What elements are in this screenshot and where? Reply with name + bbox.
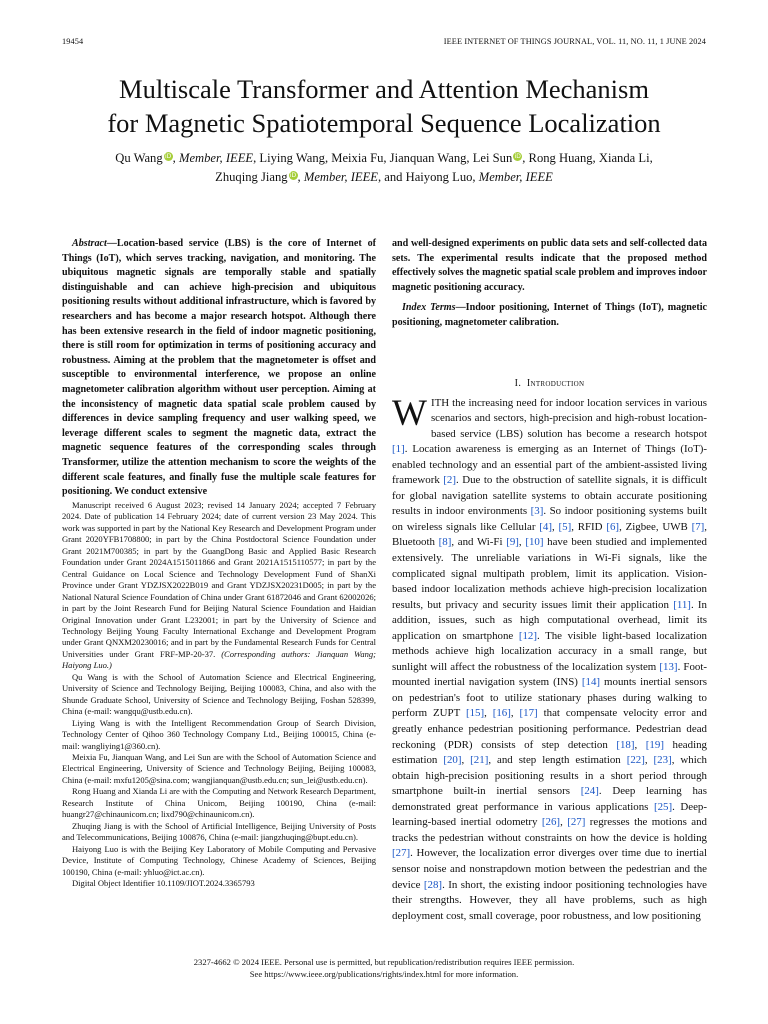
- intro-text: . So indoor positioning systems built on wireless signals like Cellular: [392, 505, 707, 533]
- intro-text: . Deep-learning-based inertial odometry: [392, 800, 707, 829]
- abstract-label: Abstract: [72, 238, 107, 249]
- citation-link[interactable]: [6]: [606, 520, 620, 533]
- citation-link[interactable]: [14]: [581, 676, 601, 689]
- footnotes: [62, 500, 376, 889]
- citation-link[interactable]: [9]: [506, 536, 519, 549]
- footnote-manuscript: [62, 500, 376, 672]
- author-role: , Member, IEEE: [172, 151, 254, 165]
- intro-text: , and step length estimation: [488, 754, 627, 767]
- intro-text: ,: [644, 754, 654, 767]
- intro-text: ,: [551, 520, 559, 533]
- footnote-affiliation: Meixia Fu, Jianquan Wang, and Lei Sun are with the School of Automation Science and Electrical Engineering, University of Science and Technology Beijing, Beijing 100083, China (e-mail: mxfu1205@sina.com; wangjianquan@ustb.edu.cn; sun_lei@ustb.edu.cn).: [62, 751, 376, 785]
- citation-link[interactable]: [17]: [519, 707, 538, 720]
- citation-link[interactable]: [12]: [518, 629, 537, 642]
- citation-link[interactable]: [16]: [492, 707, 511, 720]
- section-heading: [392, 376, 707, 392]
- orcid-icon[interactable]: iD: [514, 153, 521, 160]
- author-name: Zhuqing Jiang: [215, 169, 288, 184]
- abstract-continued: and well-designed experiments on public data sets and self-collected data sets. The experimental results indicate that the proposed method effectively solves the magnetic spatial scale problem and improves indoor magnetic positioning accuracy.: [392, 238, 707, 293]
- intro-text: . However, the localization error diverges over time due to inertial sensor noise and nonstrapdown motion between the pedestrian and the device: [392, 847, 707, 891]
- author-names: , Liying Wang, Meixia Fu, Jianquan Wang, Lei Sun: [253, 151, 513, 165]
- copyright-line: 2327-4662 © 2024 IEEE. Personal use is permitted, but republication/redistribution requires IEEE permission.: [193, 957, 575, 967]
- index-terms-text: —Indoor positioning, Internet of Things (IoT), magnetic positioning, magnetometer calibration.: [392, 302, 707, 328]
- intro-text: , Zigbee, UWB: [619, 520, 692, 533]
- title-line-1: Multiscale Transformer and Attention Mechanism: [119, 74, 649, 104]
- doi: Digital Object Identifier 10.1109/JIOT.2024.3365793: [72, 877, 255, 888]
- rights-link-line: See https://www.ieee.org/publications/rights/index.html for more information.: [249, 968, 519, 979]
- corresponding-authors: (Corresponding authors: Jianquan Wang; Haiyong Luo.): [62, 648, 376, 671]
- intro-text: . Location awareness is emerging as an Internet of Things (IoT)-enabled technology and an essential part of the ambient-assisted living framework: [392, 443, 707, 487]
- footnote-affiliation: Qu Wang is with the School of Automation Science and Electrical Engineering, University of Science and Technology Beijing, Beijing 100083, China, and also with the Shunde Graduate School, University of Science and Technology Beijing, Foshan 528399, China (e-mail: wangqu@ustb.edu.cn).: [62, 671, 376, 717]
- author-names: , Rong Huang, Xianda Li,: [522, 151, 653, 165]
- citation-link[interactable]: [5]: [558, 520, 572, 533]
- intro-text: . In short, the existing indoor positioning technologies have their strengths. However, they all have problems, such as high deployment cost, small coverage, poor robustness, and low positioning: [392, 878, 708, 922]
- intro-text: , RFID: [571, 520, 607, 533]
- intro-text: mounts inertial sensors on pedestrian's foot to utilize stationary phases during walking to perform ZUPT: [392, 676, 707, 720]
- citation-link[interactable]: [7]: [691, 520, 705, 533]
- intro-text: . The visible light-based localization methods achieve high localization accuracy in a small range, but sunlight will affect the robustness of the localization system: [392, 629, 707, 673]
- footnote-affiliation: Haiyong Luo is with the Beijing Key Laboratory of Mobile Computing and Pervasive Device, Institute of Computing Technology, Chinese Academy of Sciences, Beijing 100190, China (e-mail: yhluo@ict.ac.cn).: [62, 843, 376, 877]
- intro-text: regresses the motions and tracks the pedestrian without constraints on how the device is holding: [392, 816, 707, 844]
- citation-link[interactable]: [19]: [645, 738, 664, 751]
- title-line-2: for Magnetic Spatiotemporal Sequence Localization: [107, 108, 661, 138]
- citation-link[interactable]: [27]: [392, 847, 411, 860]
- intro-text: have been studied and implemented extensively. The unreliable variations in Wi-Fi signals, like the complicated signal multipath problem, limit its application. Vision-based indoor localization methods achieve high-precision localization results, but privacy and security issues limit their application: [392, 536, 707, 611]
- intro-text: ,: [560, 816, 568, 829]
- intro-text: ,: [518, 536, 526, 549]
- citation-link[interactable]: [4]: [539, 520, 552, 533]
- index-terms-label: Index Terms: [402, 302, 456, 314]
- intro-text: , and Wi-Fi: [451, 536, 507, 549]
- citation-link[interactable]: [13]: [659, 660, 678, 673]
- footnote-affiliation: Zhuqing Jiang is with the School of Artificial Intelligence, Beijing University of Posts and Telecommunications, Beijing 100876, China (e-mail: jiangzhuqing@bupt.edu.cn).: [62, 820, 376, 843]
- abstract: [62, 237, 376, 500]
- footnote-manuscript-text: Manuscript received 6 August 2023; revised 14 January 2024; accepted 7 February 2024. Date of publication 14 February 2024; date of current version 23 May 2024. This work was supported in part by the National Key Research and Development Program under Grant 2020YFB1708800; in part by the China Postdoctoral Science Foundation under Grant 2021M700385; in part by the GuangDong Basic and Applied Basic Research Foundation under Grant 2024A1515011866 and Grant 2021A1515110577; in part by the Central Guidance on Local Science and Technology Development Fund of ShanXi Province under Grant YDZJSX2022B019 and Grant YDZJSX20231D005; in part by the National Natural Science Foundation of China under Grant 61872046 and Grant 62002026; in part by the Joint Research Fund for Beijing Natural Science Foundation and Haidian Original Innovation under Grant L232001; in part by the University of Science and Technology Beijing Young Faculty International Exchange and Development Program under Grant QNXM20230016; and in part by the Fundamental Research Funds for Central Universities under Grant FRF-MP-20-37.: [62, 500, 376, 659]
- intro-text: . In addition, issues, such as high computational overhead, limit its application on smartphone: [392, 598, 707, 642]
- citation-link[interactable]: [3]: [530, 505, 544, 518]
- citation-link[interactable]: [24]: [580, 785, 599, 798]
- section-title: Introduction: [526, 378, 585, 389]
- section-number: I.: [514, 378, 522, 389]
- citation-link[interactable]: [20]: [443, 754, 462, 767]
- index-terms: [392, 301, 707, 330]
- intro-text: ,: [461, 754, 471, 767]
- intro-text: ITH the increasing need for indoor location services in various scenarios and sectors, high-precision and high-robust location-based service (LBS) solution has become a research hotspot: [430, 396, 707, 440]
- citation-link[interactable]: [2]: [443, 474, 456, 487]
- abstract-text: —Location-based service (LBS) is the core of Internet of Things (IoT), which serves tracking, navigation, and monitoring. The ubiquitous magnetic signals are temporally stable and spatially distinguishable and can achieve high-precision and ubiquitous positioning results without additional infrastructure, which is favored by researchers and has become a major research hotspot. Although there has been extensive research in the field of indoor magnetic positioning, there is still room for optimization in terms of positioning accuracy and robustness. Aiming at the problem that the magnetometer is offset and susceptible to environmental interference, we propose an online magnetometer calibration algorithm without user perception. Aiming at the inconsistency of magnetic data spatial scale problem caused by differences in device sampling frequency and user walking speed, we leverage different scales to segment the magnetic data, extract the magnetic sequence features of the corresponding scales through Transformer, utilize the attention mechanism to score the weights of the different scale features, and finally fuse the multiple scale features for positioning. We conduct extensive: [62, 238, 376, 498]
- citation-link[interactable]: [22]: [626, 754, 645, 767]
- author-role: , Member, IEEE: [297, 169, 378, 184]
- intro-text: ,: [510, 707, 520, 720]
- author-list: [40, 149, 728, 186]
- copyright-footer: [40, 957, 728, 980]
- orcid-icon[interactable]: iD: [165, 153, 172, 160]
- intro-text: ,: [484, 707, 493, 720]
- citation-link[interactable]: [23]: [653, 754, 672, 767]
- citation-link[interactable]: [28]: [423, 878, 443, 891]
- intro-text: , which obtain high-precision positioning results in a short period through smartphone built-in inertial sensors: [392, 754, 707, 798]
- citation-link[interactable]: [1]: [392, 443, 405, 456]
- paper-title: [40, 72, 728, 140]
- citation-link[interactable]: [25]: [653, 800, 673, 813]
- footnote-affiliation: Rong Huang and Xianda Li are with the Computing and Network Research Department, Research Institute of China Unicom, Beijing 100190, China (e-mail: huangr27@chinaunicom.cn; lixd790@chinaunicom.cn).: [62, 786, 376, 820]
- citation-link[interactable]: [15]: [465, 707, 485, 720]
- footnote-affiliation: Liying Wang is with the Intelligent Recommendation Group of Search Division, Technology Center of Qihoo 360 Technology Company Ltd., Beijing 100015, China (e-mail: wangliying1@360.cn).: [62, 717, 376, 751]
- citation-link[interactable]: [26]: [541, 816, 561, 829]
- intro-text: , Bluetooth: [392, 520, 708, 549]
- citation-link[interactable]: [21]: [470, 754, 489, 767]
- intro-text: that compensate velocity error and greatly enhance pedestrian positioning performance. Pedestrian dead reckoning (PDR) consists of step detection: [392, 707, 707, 751]
- citation-link[interactable]: [27]: [567, 816, 586, 829]
- left-column: [62, 237, 376, 500]
- citation-link[interactable]: [11]: [673, 598, 691, 611]
- right-column: [392, 237, 707, 331]
- orcid-icon[interactable]: iD: [289, 171, 297, 179]
- journal-header: IEEE INTERNET OF THINGS JOURNAL, VOL. 11, NO. 11, 1 JUNE 2024: [443, 37, 706, 46]
- citation-link[interactable]: [18]: [616, 738, 635, 751]
- intro-text: . Deep learning has demonstrated great performance in various applications: [392, 785, 707, 813]
- author-name: Qu Wang: [115, 151, 163, 165]
- dropcap: W: [392, 392, 427, 434]
- intro-text: ,: [634, 738, 646, 751]
- intro-text: . Foot-mounted inertial navigation system (INS): [392, 660, 708, 689]
- intro-text: . Due to the obstruction of satellite signals, it is difficult for global navigation satellite systems to obtain accurate positioning results in indoor environments: [392, 474, 707, 518]
- intro-text: heading estimation: [392, 738, 707, 767]
- citation-link[interactable]: [8]: [438, 536, 452, 549]
- author-names: , and Haiyong Luo,: [377, 169, 479, 184]
- page-number: 19454: [62, 37, 84, 46]
- intro-paragraph: [392, 392, 708, 925]
- author-role: Member, IEEE: [478, 169, 553, 184]
- introduction: [392, 362, 707, 924]
- citation-link[interactable]: [10]: [525, 536, 544, 549]
